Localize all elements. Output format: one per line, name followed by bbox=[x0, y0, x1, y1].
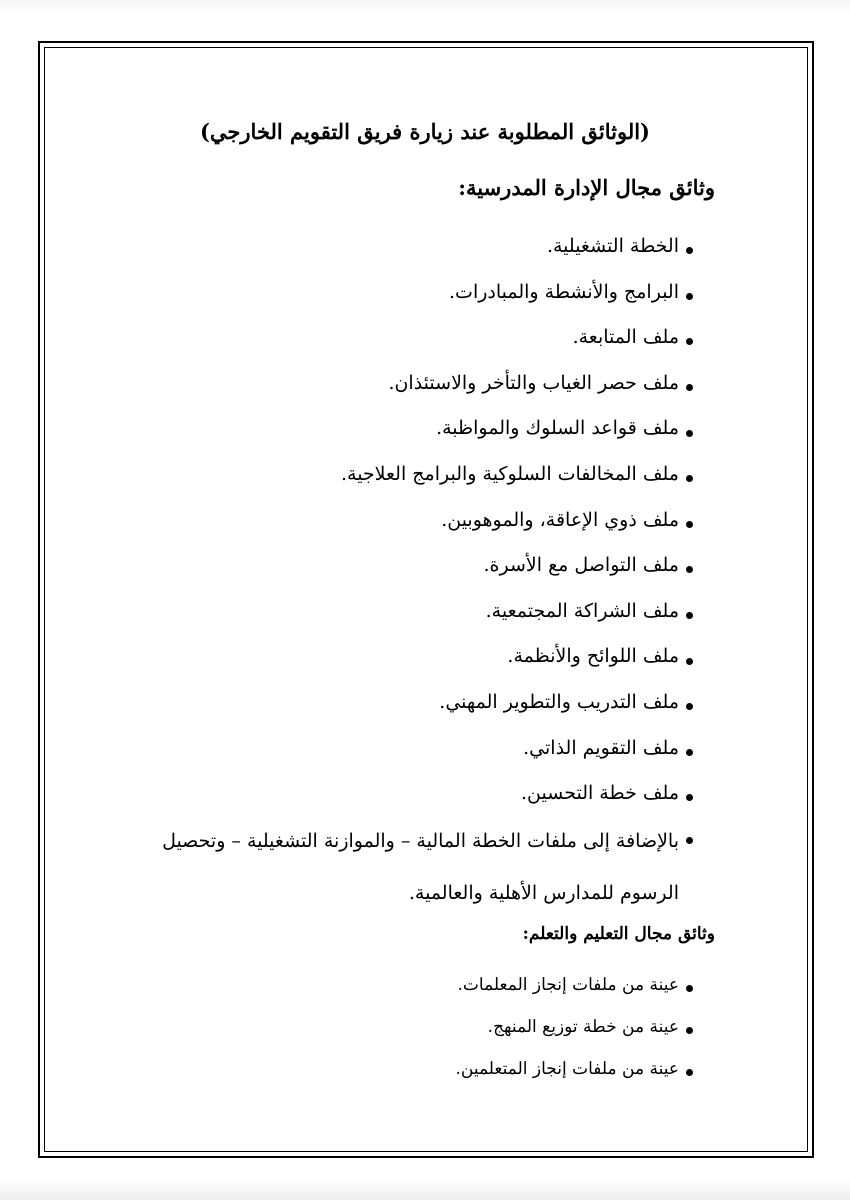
list-item: ملف التدريب والتطوير المهني. bbox=[0, 684, 850, 730]
bullet-dot-icon bbox=[686, 410, 693, 456]
bullet-dot-icon bbox=[686, 228, 693, 274]
list-item: ملف قواعد السلوك والمواظبة. bbox=[0, 410, 850, 456]
bullet-dot-icon bbox=[686, 730, 693, 776]
list-item: ملف التواصل مع الأسرة. bbox=[0, 547, 850, 593]
bullet-dot-icon bbox=[686, 593, 693, 639]
list-item: عينة من ملفات إنجاز المتعلمين. bbox=[0, 1051, 850, 1093]
school-administration-list bbox=[0, 228, 850, 919]
bullet-dot-icon bbox=[686, 638, 693, 684]
section-heading-school-administration: وثائق مجال الإدارة المدرسية: bbox=[458, 175, 715, 200]
bullet-dot-icon bbox=[686, 1009, 693, 1051]
bullet-dot-icon bbox=[686, 274, 693, 320]
bullet-dot-icon bbox=[686, 456, 693, 502]
teaching-learning-list bbox=[0, 967, 850, 1093]
list-item: عينة من ملفات إنجاز المعلمات. bbox=[0, 967, 850, 1009]
list-item: ملف ذوي الإعاقة، والموهوبين. bbox=[0, 502, 850, 548]
section-heading-teaching-learning: وثائق مجال التعليم والتعلم: bbox=[522, 924, 715, 944]
bullet-dot-icon bbox=[686, 365, 693, 411]
list-item: ملف اللوائح والأنظمة. bbox=[0, 638, 850, 684]
bullet-dot-icon bbox=[686, 319, 693, 365]
list-item: ملف حصر الغياب والتأخر والاستئذان. bbox=[0, 365, 850, 411]
list-item: ملف الشراكة المجتمعية. bbox=[0, 593, 850, 639]
list-item: بالإضافة إلى ملفات الخطة المالية – والموازنة التشغيلية – وتحصيل الرسوم للمدارس الأهلية والعالمية. bbox=[0, 815, 850, 919]
list-item: البرامج والأنشطة والمبادرات. bbox=[0, 274, 850, 320]
list-item: الخطة التشغيلية. bbox=[0, 228, 850, 274]
list-item: ملف المخالفات السلوكية والبرامج العلاجية. bbox=[0, 456, 850, 502]
bullet-dot-icon bbox=[686, 684, 693, 730]
bullet-dot-icon bbox=[686, 547, 693, 593]
bullet-dot-icon bbox=[686, 502, 693, 548]
list-item: عينة من خطة توزيع المنهج. bbox=[0, 1009, 850, 1051]
document-title: (الوثائق المطلوبة عند زيارة فريق التقويم الخارجي) bbox=[199, 119, 650, 144]
list-item: ملف خطة التحسين. bbox=[0, 775, 850, 821]
bullet-dot-icon bbox=[686, 1051, 693, 1093]
list-item: ملف التقويم الذاتي. bbox=[0, 730, 850, 776]
list-item: ملف المتابعة. bbox=[0, 319, 850, 365]
bullet-dot-icon bbox=[686, 967, 693, 1009]
bullet-dot-icon bbox=[686, 815, 693, 867]
